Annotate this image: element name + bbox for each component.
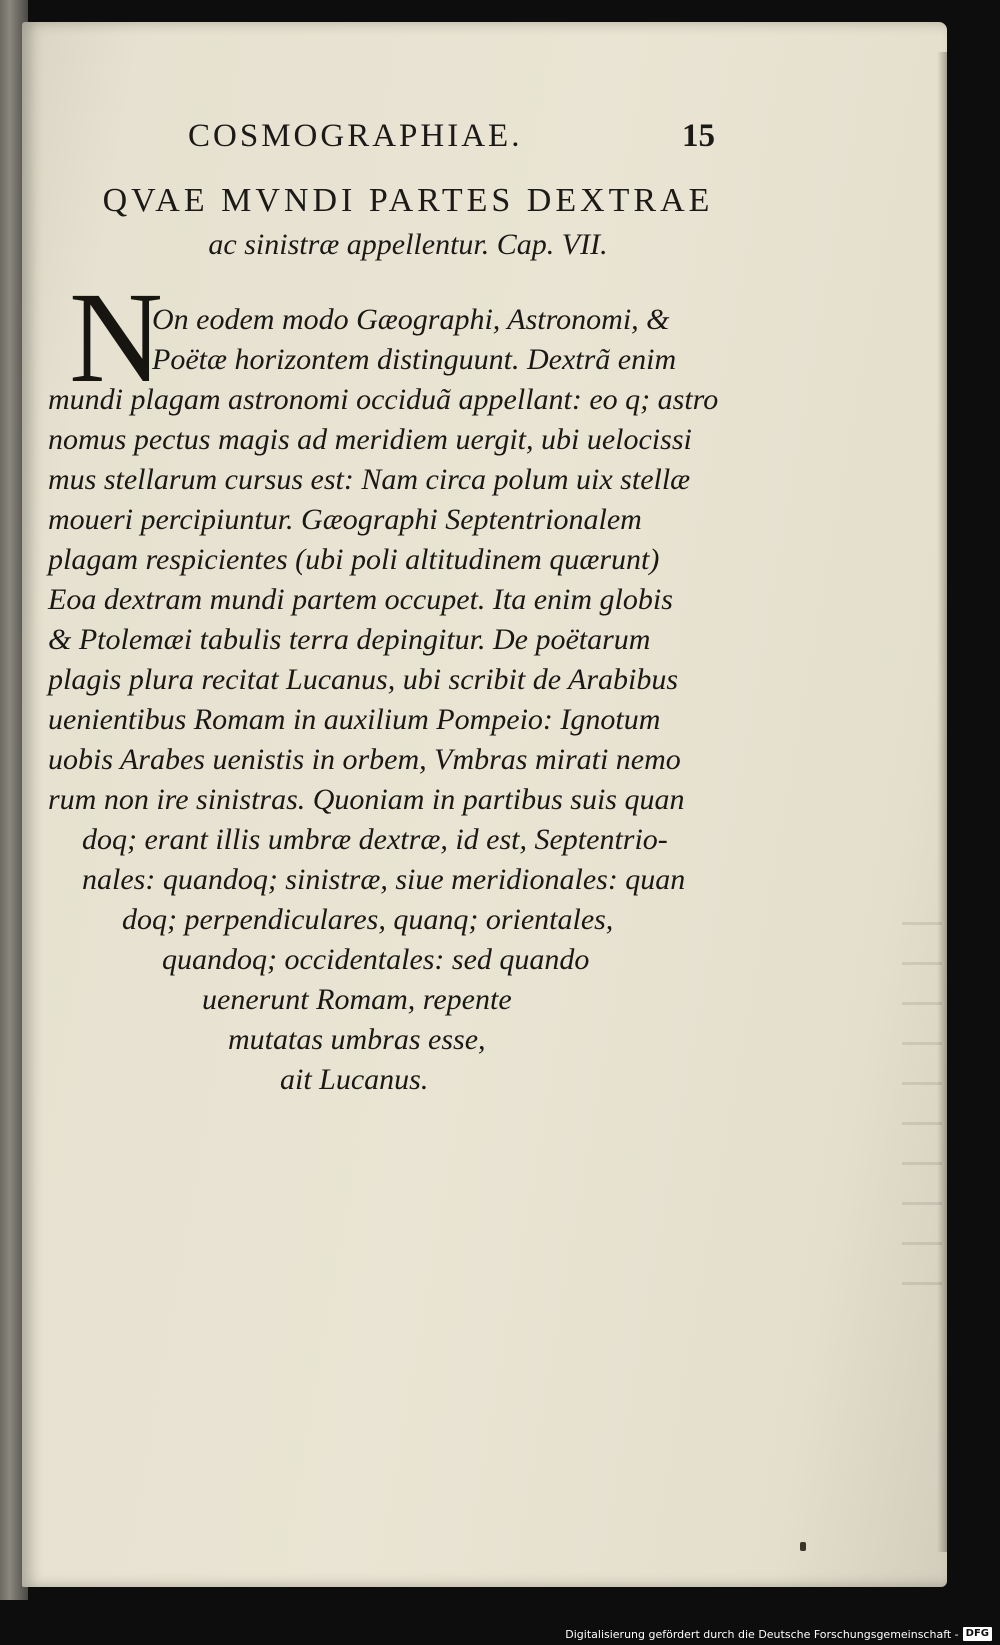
- footer-credit: Digitalisierung gefördert durch die Deutsche Forschungsgemeinschaft -: [565, 1627, 959, 1641]
- text-line: uobis Arabes uenistis in orbem, Vmbras mirati nemo: [48, 743, 681, 776]
- chapter-title: QVAE MVNDI PARTES DEXTRAE: [102, 182, 714, 219]
- text-line: mus stellarum cursus est: Nam circa polum uix stellæ: [48, 463, 691, 496]
- text-line: moueri percipiuntur. Gæographi Septentrionalem: [48, 503, 642, 536]
- text-line: nomus pectus magis ad meridiem uergit, ubi uelocissi: [48, 423, 692, 456]
- running-head: [22, 118, 947, 170]
- text-line: Poëtæ horizontem distinguunt. Dextrã enim: [152, 343, 677, 376]
- text-line: plagam respicientes (ubi poli altitudinem quærunt): [48, 543, 660, 576]
- text-line: & Ptolemæi tabulis terra depingitur. De poëtarum: [48, 623, 651, 656]
- text-line: nales: quandoq; sinistræ, siue meridionales: quan: [82, 863, 686, 896]
- text-line: uenerunt Romam, repente: [202, 983, 512, 1016]
- digitization-footer: [565, 1626, 992, 1642]
- show-through-ink: [902, 922, 942, 1322]
- page-edge-shadow: [937, 52, 947, 1552]
- text-line: plagis plura recitat Lucanus, ubi scribit de Arabibus: [48, 663, 679, 696]
- text-line: ait Lucanus.: [280, 1063, 429, 1096]
- text-line: On eodem modo Gæographi, Astronomi, &: [152, 303, 670, 336]
- paper-speck: [800, 1542, 806, 1551]
- page-number: 15: [682, 118, 715, 154]
- book-page: [22, 22, 947, 1587]
- dfg-logo-icon: DFG: [963, 1627, 992, 1641]
- text-line: quandoq; occidentales: sed quando: [162, 943, 590, 976]
- chapter-subtitle: ac sinistræ appellentur. Cap. VII.: [208, 228, 608, 261]
- text-line: Eoa dextram mundi partem occupet. Ita enim globis: [48, 583, 673, 616]
- text-line: uenientibus Romam in auxilium Pompeio: Ignotum: [48, 703, 661, 736]
- running-title: COSMOGRAPHIAE.: [188, 118, 523, 154]
- drop-cap-initial: N: [69, 266, 163, 410]
- text-line: mundi plagam astronomi occiduã appellant: eo q; astro: [48, 383, 719, 416]
- text-line: doq; erant illis umbræ dextræ, id est, Septentrio-: [82, 823, 668, 856]
- text-line: rum non ire sinistras. Quoniam in partibus suis quan: [48, 783, 685, 816]
- text-line: mutatas umbras esse,: [228, 1023, 486, 1056]
- text-line: doq; perpendiculares, quanq; orientales,: [122, 903, 614, 936]
